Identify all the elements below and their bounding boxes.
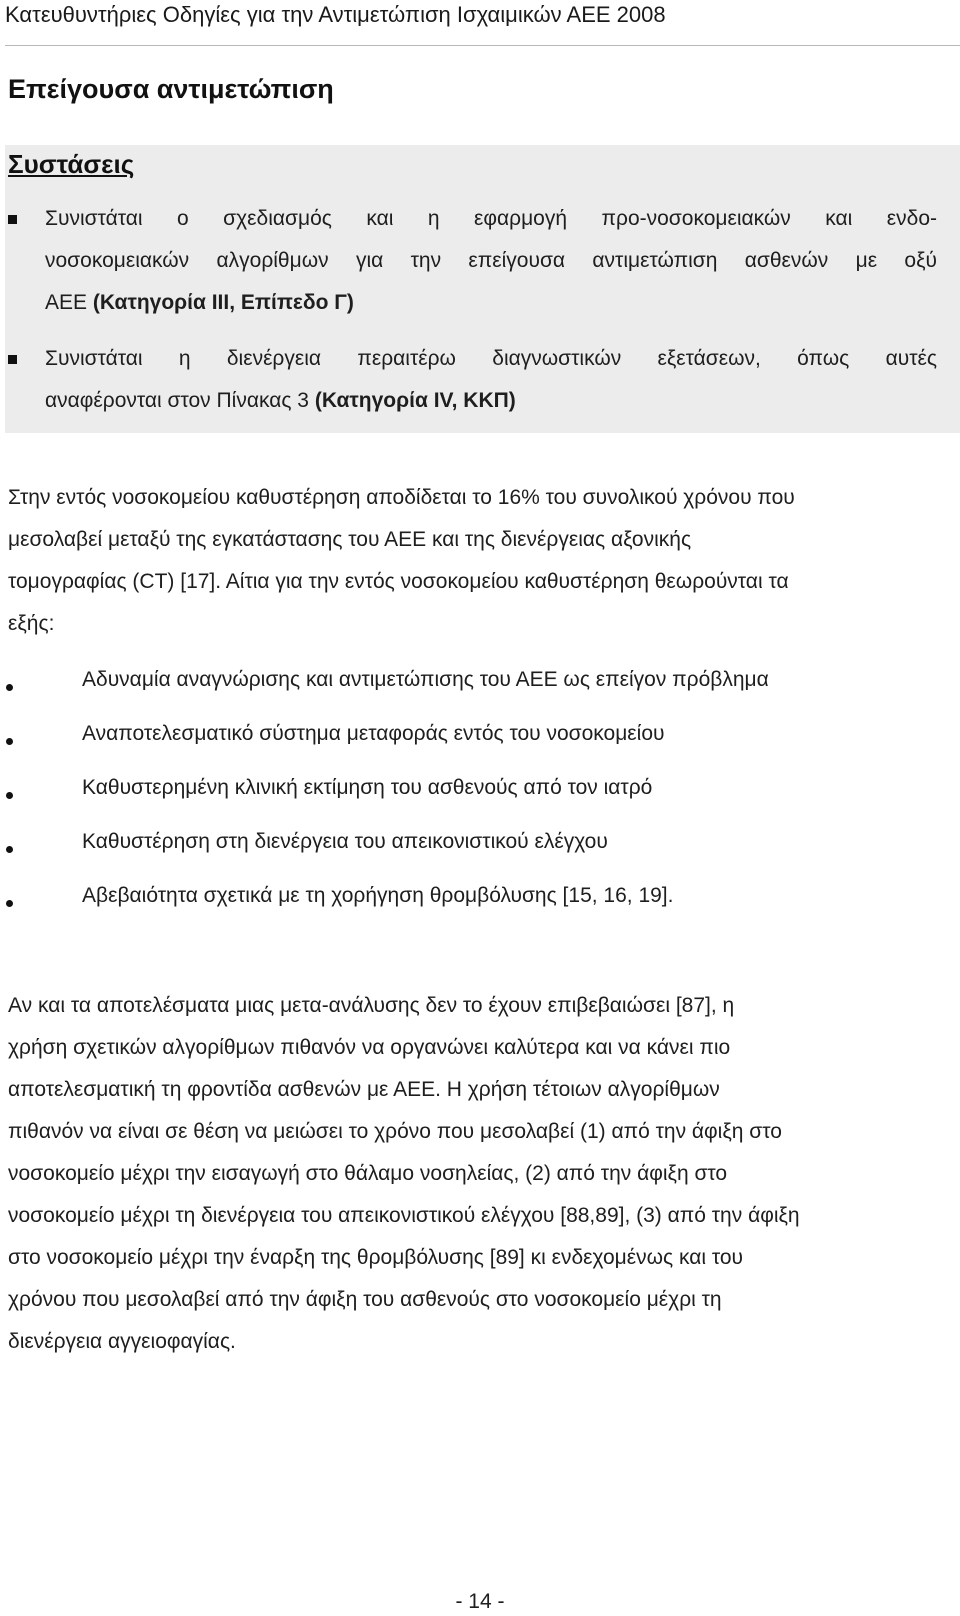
list-item: Αδυναμία αναγνώρισης και αντιμετώπισης του ΑΕΕ ως επείγον πρόβλημα	[82, 668, 769, 691]
paragraph-line: πιθανόν να είναι σε θέση να μειώσει το χρόνο που μεσολαβεί (1) από την άφιξη στο	[8, 1120, 782, 1143]
square-bullet-icon	[8, 355, 17, 364]
recommendation-line: νοσοκομειακών αλγορίθμων για την επείγουσα αντιμετώπιση ασθενών με οξύ	[45, 249, 937, 272]
list-item: Αναποτελεσματικό σύστημα μεταφοράς εντός του νοσοκομείου	[82, 722, 665, 745]
paragraph-line: τομογραφίας (CT) [17]. Αίτια για την εντός νοσοκομείου καθυστέρηση θεωρούνται τα	[8, 570, 789, 593]
bullet-icon	[6, 900, 13, 907]
square-bullet-icon	[8, 215, 17, 224]
recommendation-line: Συνιστάται ο σχεδιασμός και η εφαρμογή προ-νοσοκομειακών και ενδο-	[45, 207, 937, 230]
list-item: Καθυστερημένη κλινική εκτίμηση του ασθενούς από τον ιατρό	[82, 776, 653, 799]
page-number: - 14 -	[455, 1590, 505, 1613]
paragraph-line: διενέργεια αγγειοφαγίας.	[8, 1330, 236, 1353]
recommendation-line: Συνιστάται η διενέργεια περαιτέρω διαγνωστικών εξετάσεων, όπως αυτές	[45, 347, 937, 370]
recommendations-title: Συστάσεις	[8, 149, 135, 179]
recommendation-line	[45, 289, 354, 317]
header-divider	[5, 45, 960, 46]
bullet-icon	[6, 738, 13, 745]
paragraph-line: στο νοσοκομείο μέχρι την έναρξη της θρομβόλυσης [89] κι ενδεχομένως και του	[8, 1246, 743, 1269]
paragraph-line: Στην εντός νοσοκομείου καθυστέρηση αποδίδεται το 16% του συνολικού χρόνου που	[8, 486, 795, 509]
paragraph-line: νοσοκομείο μέχρι τη διενέργεια του απεικονιστικού ελέγχου [88,89], (3) από την άφιξη	[8, 1204, 800, 1227]
recommendations-box	[5, 145, 960, 433]
paragraph-line: νοσοκομείο μέχρι την εισαγωγή στο θάλαμο νοσηλείας, (2) από την άφιξη στο	[8, 1162, 728, 1185]
paragraph-line: εξής:	[8, 612, 55, 635]
recommendation-text: ΑΕΕ	[45, 291, 93, 314]
paragraph-line: χρόνου που μεσολαβεί από την άφιξη του ασθενούς στο νοσοκομείο μέχρι τη	[8, 1288, 722, 1311]
list-item: Αβεβαιότητα σχετικά με τη χορήγηση θρομβόλυσης [15, 16, 19].	[82, 884, 674, 907]
recommendation-line	[45, 387, 516, 415]
bullet-icon	[6, 846, 13, 853]
paragraph-line: αποτελεσματική τη φροντίδα ασθενών με ΑΕΕ. Η χρήση τέτοιων αλγορίθμων	[8, 1078, 720, 1101]
section-title: Επείγουσα αντιμετώπιση	[8, 74, 334, 104]
bullet-icon	[6, 684, 13, 691]
paragraph-line: μεσολαβεί μεταξύ της εγκατάστασης του ΑΕΕ και της διενέργειας αξονικής	[8, 528, 692, 551]
running-header: Κατευθυντήριες Οδηγίες για την Αντιμετώπιση Ισχαιμικών ΑΕΕ 2008	[5, 2, 666, 27]
list-item: Καθυστέρηση στη διενέργεια του απεικονιστικού ελέγχου	[82, 830, 608, 853]
bullet-icon	[6, 792, 13, 799]
evidence-level: (Κατηγορία IV, ΚΚΠ)	[314, 389, 516, 412]
recommendation-text: αναφέρονται στον Πίνακας 3	[45, 389, 315, 412]
paragraph-line: Αν και τα αποτελέσματα μιας μετα-ανάλυσης δεν το έχουν επιβεβαιώσει [87], η	[8, 994, 735, 1017]
paragraph-line: χρήση σχετικών αλγορίθμων πιθανόν να οργανώνει καλύτερα και να κάνει πιο	[8, 1036, 731, 1059]
evidence-level: (Κατηγορία ΙΙΙ, Επίπεδο Γ)	[92, 291, 354, 314]
